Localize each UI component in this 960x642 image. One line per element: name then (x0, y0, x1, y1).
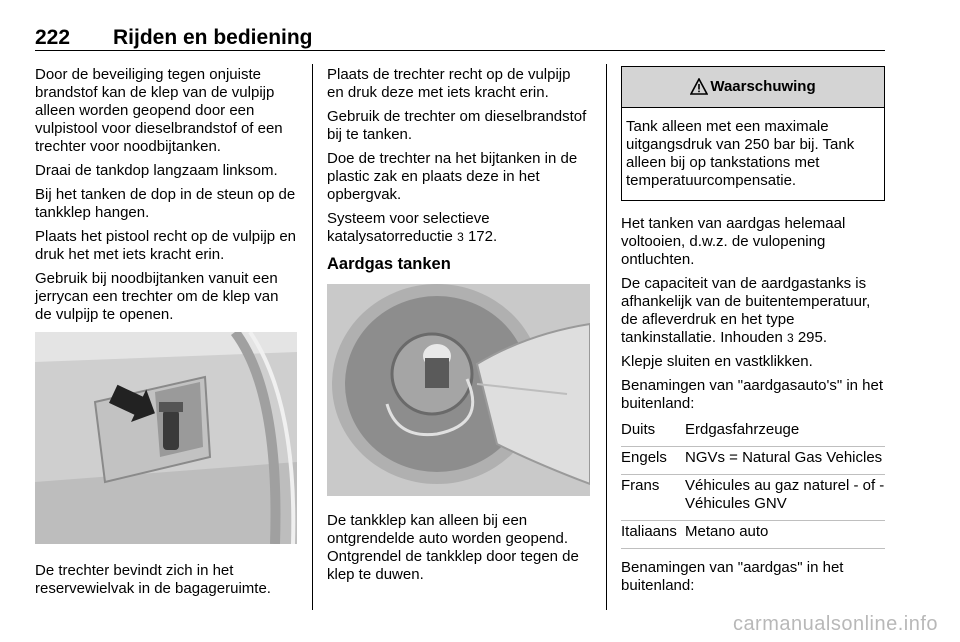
header-rule (35, 50, 885, 51)
column-2 (327, 66, 590, 590)
warning-triangle-icon (690, 78, 708, 96)
name-cell: Erdgasfahrzeuge (685, 419, 885, 447)
column-divider-1 (312, 64, 313, 610)
language-cell: Duits (621, 419, 685, 447)
paragraph: Klepje sluiten en vastklikken. (621, 353, 813, 370)
names-table (621, 419, 885, 549)
paragraph-with-reference: Systeem voor selectieve katalysatorreductie 3 172. (327, 210, 498, 245)
page-reference[interactable]: 172. (467, 228, 498, 245)
paragraph: Bij het tanken de dop in de steun op de tankklep hangen. (35, 186, 296, 221)
table-row (621, 521, 885, 549)
warning-title: Waarschuwing (710, 78, 816, 95)
page-number: 222 (35, 26, 71, 49)
paragraph: Het tanken van aardgas helemaal voltooien, d.w.z. de vulopening ontluchten. (621, 215, 846, 268)
name-cell: Véhicules au gaz naturel - of - Véhicules GNV (685, 475, 885, 521)
page-reference[interactable]: 295. (797, 329, 828, 346)
section-heading: Aardgas tanken (327, 255, 451, 273)
column-3 (621, 66, 885, 601)
name-cell: NGVs = Natural Gas Vehicles (685, 447, 885, 475)
paragraph: Benamingen van "aardgasauto's" in het buitenland: (621, 377, 884, 412)
watermark: carmanualsonline.info (732, 613, 938, 635)
column-divider-2 (606, 64, 607, 610)
paragraph: Gebruik de trechter om dieselbrandstof bij te tanken. (327, 108, 587, 143)
paragraph-with-reference: De capaciteit van de aardgastanks is afhankelijk van de buitentemperatuur, de afleverdruk en het type tankinstallatie. Inhouden 3 295. (621, 275, 871, 346)
table-row (621, 447, 885, 475)
chapter-title: Rijden en bediening (113, 26, 313, 49)
paragraph: Benamingen van "aardgas" in het buitenland: (621, 559, 844, 594)
paragraph: Doe de trechter na het bijtanken in de plastic zak en plaats deze in het opbergvak. (327, 150, 578, 203)
paragraph: Gebruik bij noodbijtanken vanuit een jerrycan een trechter om de klep van de vulpijp te openen. (35, 270, 279, 323)
name-cell: Metano auto (685, 521, 885, 549)
paragraph: Plaats het pistool recht op de vulpijp en druk het met iets kracht erin. (35, 228, 296, 263)
column-1 (35, 66, 297, 604)
warning-text: Tank alleen met een maximale uitgangsdruk van 250 bar bij. Tank alleen bij op tankstations met temperatuurcompensatie. (626, 118, 855, 189)
paragraph: Door de beveiliging tegen onjuiste brandstof kan de klep van de vulpijp alleen worden geopend door een vulpistool voor dieselbrandstof of een trechter voor noodbijtanken. (35, 66, 283, 155)
spare-wheel-well-image (35, 332, 297, 544)
table-row (621, 419, 885, 447)
paragraph: De tankklep kan alleen bij een ontgrendelde auto worden geopend. Ontgrendel de tankklep door tegen de klep te duwen. (327, 512, 579, 583)
fuel-flap-image (327, 284, 590, 496)
table-row (621, 475, 885, 521)
warning-box (621, 66, 885, 201)
figure-caption: De trechter bevindt zich in het reservewielvak in de bagageruimte. (35, 562, 271, 597)
reference-arrow-icon[interactable]: 3 (786, 331, 794, 345)
language-cell: Engels (621, 447, 685, 475)
language-cell: Italiaans (621, 521, 685, 549)
paragraph: Draai de tankdop langzaam linksom. (35, 162, 278, 179)
language-cell: Frans (621, 475, 685, 521)
page-header (35, 26, 885, 50)
reference-arrow-icon[interactable]: 3 (457, 230, 464, 244)
paragraph: Plaats de trechter recht op de vulpijp en druk deze met iets kracht erin. (327, 66, 571, 101)
warning-header (622, 67, 884, 108)
